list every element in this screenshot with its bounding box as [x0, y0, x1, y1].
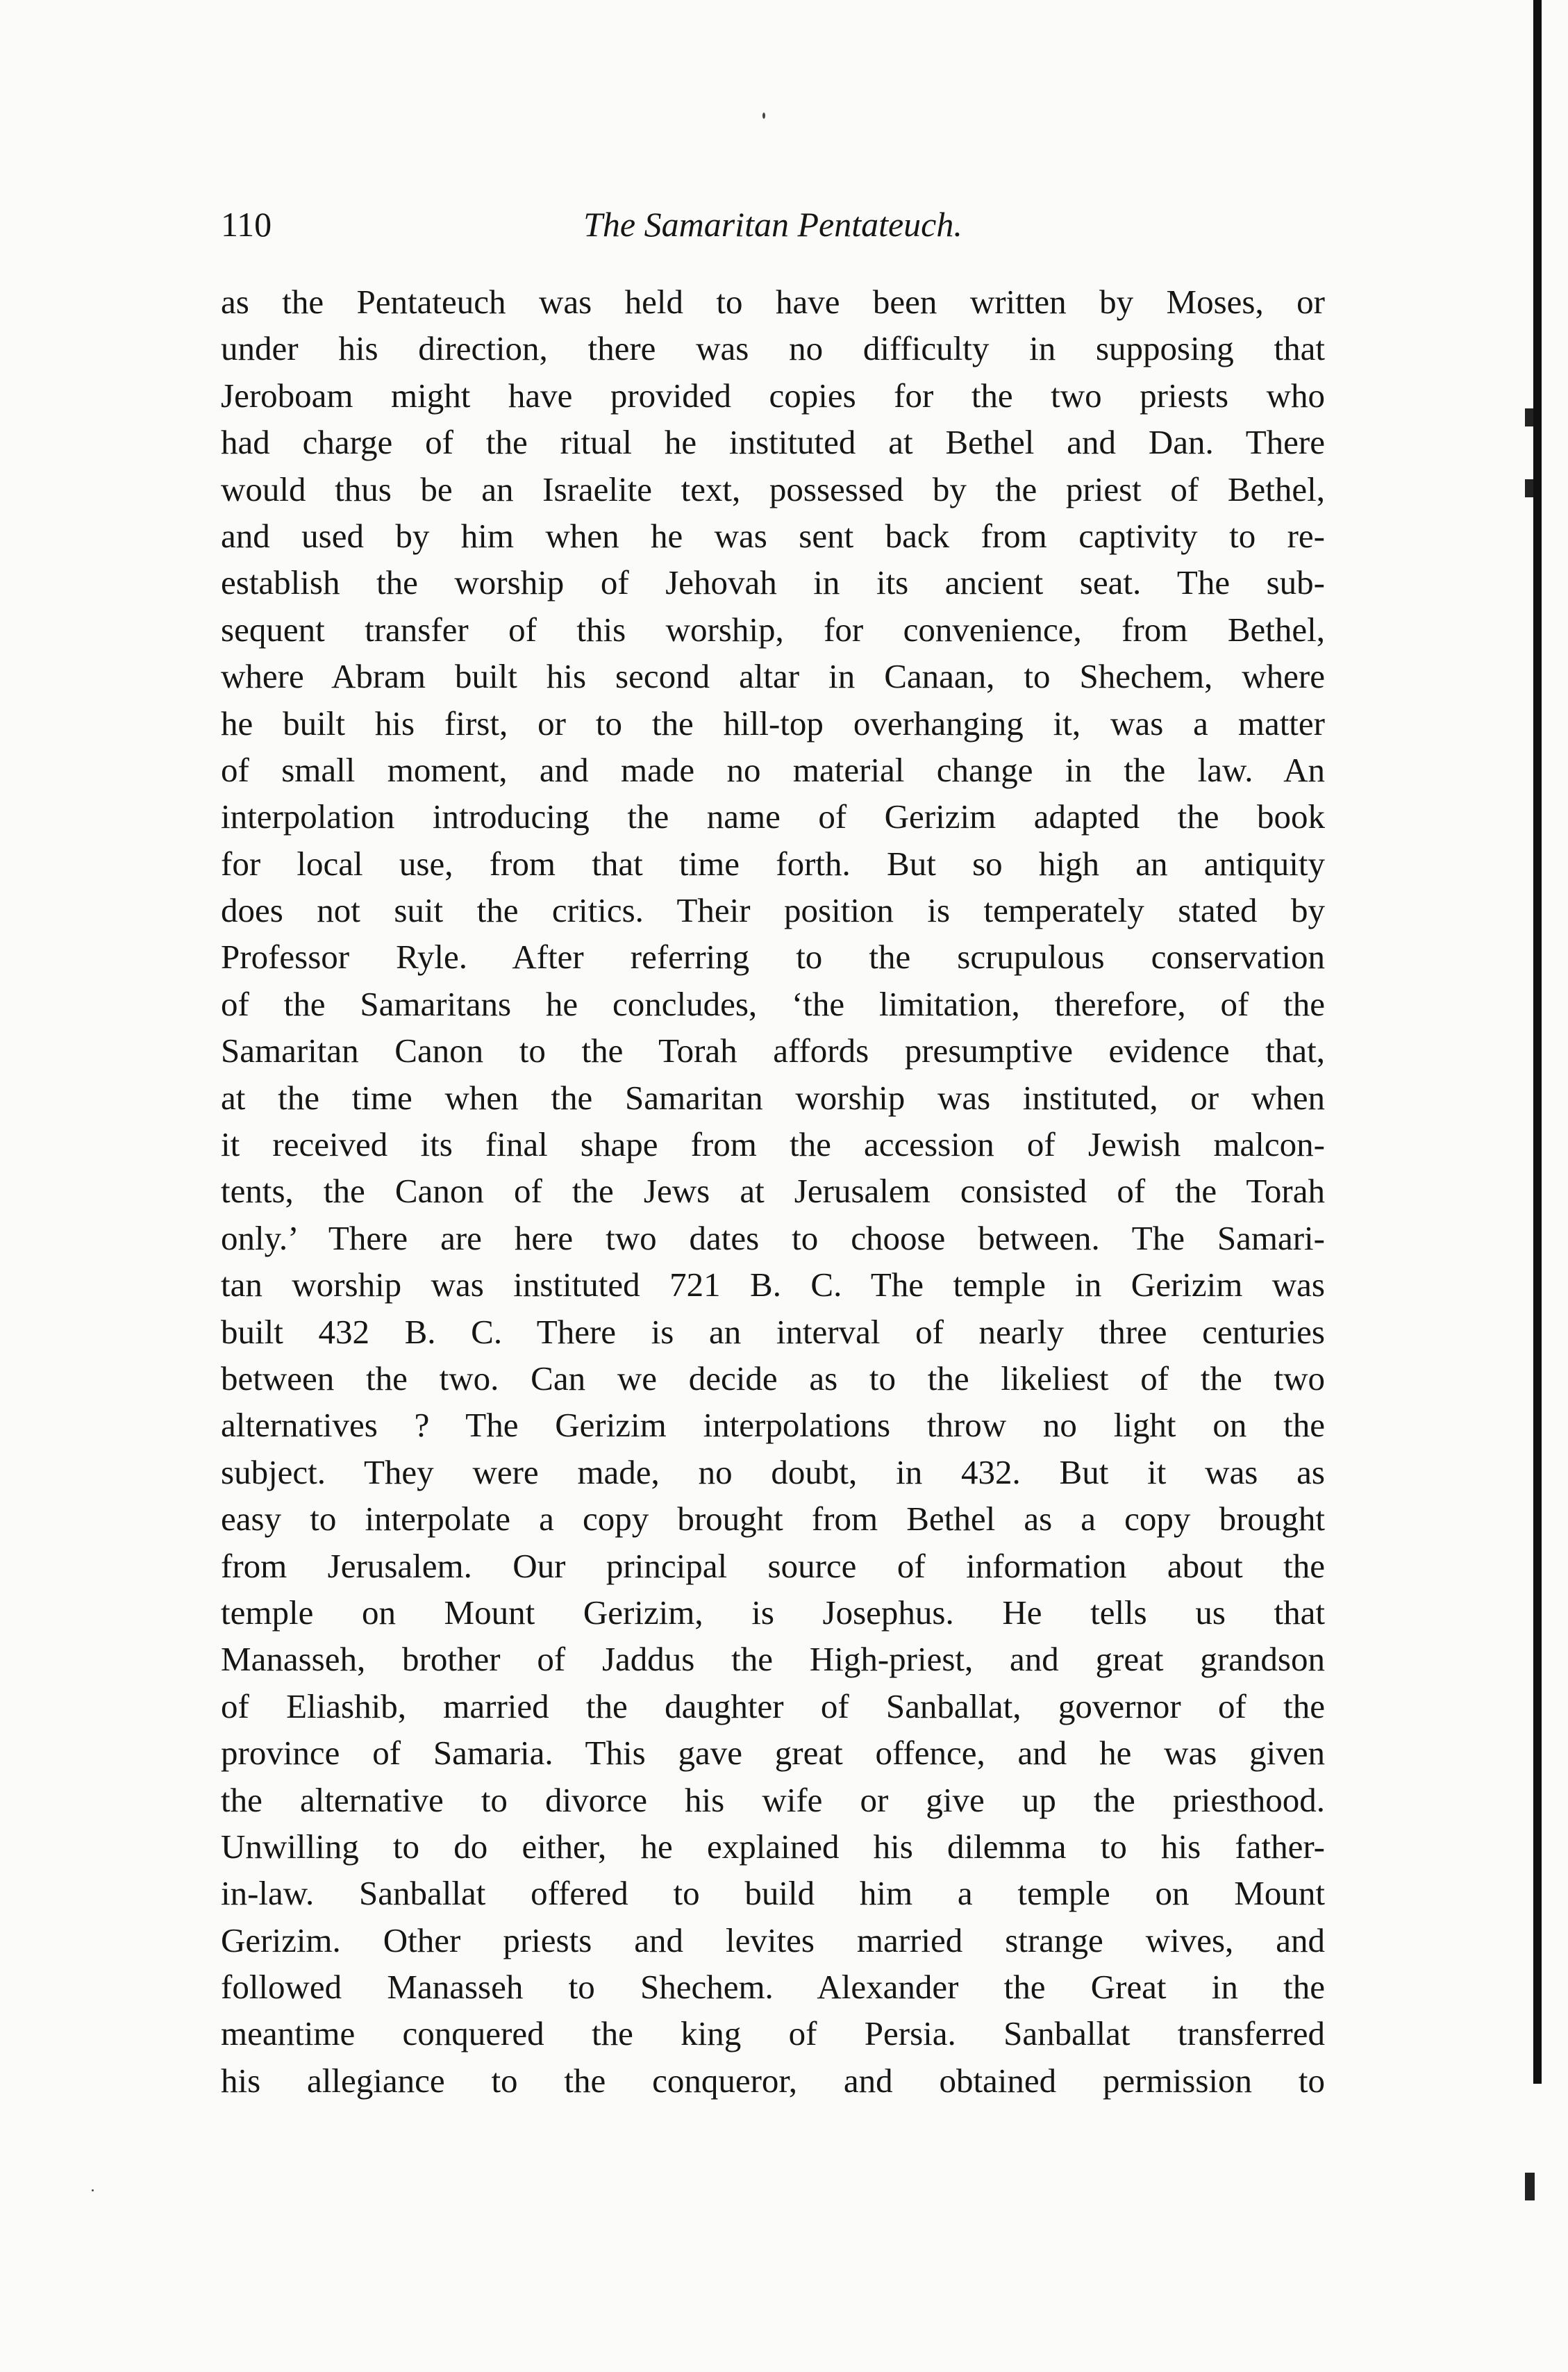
text-line: temple on Mount Gerizim, is Josephus. He tells us that	[221, 1593, 1325, 1632]
running-title: The Samaritan Pentateuch.	[583, 205, 962, 244]
page-header	[221, 200, 1325, 249]
text-line: from Jerusalem. Our principal source of information about the	[221, 1546, 1325, 1585]
page-edge-mark	[1525, 479, 1533, 497]
text-line: sequent transfer of this worship, for convenience, from Bethel,	[221, 610, 1325, 649]
text-line: alternatives ? The Gerizim interpolations throw no light on the	[221, 1406, 1325, 1445]
text-line: only.’ There are here two dates to choose between. The Samari-	[221, 1218, 1325, 1257]
text-line: for local use, from that time forth. But so high an antiquity	[221, 844, 1325, 883]
text-line: where Abram built his second altar in Canaan, to Shechem, where	[221, 657, 1325, 696]
text-line: Jeroboam might have provided copies for the two priests who	[221, 376, 1325, 415]
scan-speck	[762, 113, 765, 119]
text-line: under his direction, there was no difficulty in supposing that	[221, 329, 1325, 368]
text-line: it received its final shape from the accession of Jewish malcon-	[221, 1125, 1325, 1164]
body-text	[221, 279, 1325, 2104]
text-line: meantime conquered the king of Persia. Sanballat transferred	[221, 2014, 1325, 2053]
page-number: 110	[221, 205, 272, 244]
text-line: in-law. Sanballat offered to build him a temple on Mount	[221, 1874, 1325, 1913]
text-line: does not suit the critics. Their position is temperately stated by	[221, 891, 1325, 930]
text-line: Samaritan Canon to the Torah affords presumptive evidence that,	[221, 1031, 1325, 1070]
text-line: Manasseh, brother of Jaddus the High-priest, and great grandson	[221, 1640, 1325, 1679]
text-line: province of Samaria. This gave great offence, and he was given	[221, 1734, 1325, 1773]
scan-speck	[92, 2189, 94, 2191]
page-edge-mark	[1525, 408, 1533, 426]
text-line: establish the worship of Jehovah in its ancient seat. The sub-	[221, 563, 1325, 602]
text-line: he built his first, or to the hill-top overhanging it, was a matter	[221, 704, 1325, 743]
page-edge-shadow	[1533, 0, 1542, 2084]
text-line: followed Manasseh to Shechem. Alexander the Great in the	[221, 1968, 1325, 2007]
text-line: and used by him when he was sent back from captivity to re-	[221, 516, 1325, 555]
text-line: his allegiance to the conqueror, and obtained permission to	[221, 2061, 1325, 2100]
text-line: tan worship was instituted 721 B. C. The temple in Gerizim was	[221, 1266, 1325, 1304]
text-line: Professor Ryle. After referring to the scrupulous conservation	[221, 938, 1325, 977]
text-line: Unwilling to do either, he explained his dilemma to his father-	[221, 1827, 1325, 1866]
text-line: at the time when the Samaritan worship was instituted, or when	[221, 1078, 1325, 1117]
text-line: would thus be an Israelite text, possessed by the priest of Bethel,	[221, 470, 1325, 508]
text-line: Gerizim. Other priests and levites married strange wives, and	[221, 1921, 1325, 1959]
text-line: between the two. Can we decide as to the likeliest of the two	[221, 1359, 1325, 1398]
text-line: interpolation introducing the name of Gerizim adapted the book	[221, 797, 1325, 836]
text-line: easy to interpolate a copy brought from Bethel as a copy brought	[221, 1500, 1325, 1539]
text-line: of Eliashib, married the daughter of Sanballat, governor of the	[221, 1686, 1325, 1725]
text-line: as the Pentateuch was held to have been written by Moses, or	[221, 283, 1325, 321]
text-line: of the Samaritans he concludes, ‘the limitation, therefore, of the	[221, 984, 1325, 1023]
text-line: the alternative to divorce his wife or give up the priesthood.	[221, 1780, 1325, 1819]
text-line: built 432 B. C. There is an interval of nearly three centuries	[221, 1312, 1325, 1351]
text-line: of small moment, and made no material change in the law. An	[221, 750, 1325, 789]
text-line: tents, the Canon of the Jews at Jerusalem consisted of the Torah	[221, 1172, 1325, 1211]
text-line: had charge of the ritual he instituted at Bethel and Dan. There	[221, 423, 1325, 462]
page-edge-mark	[1525, 2173, 1535, 2200]
text-line: subject. They were made, no doubt, in 432. But it was as	[221, 1452, 1325, 1491]
